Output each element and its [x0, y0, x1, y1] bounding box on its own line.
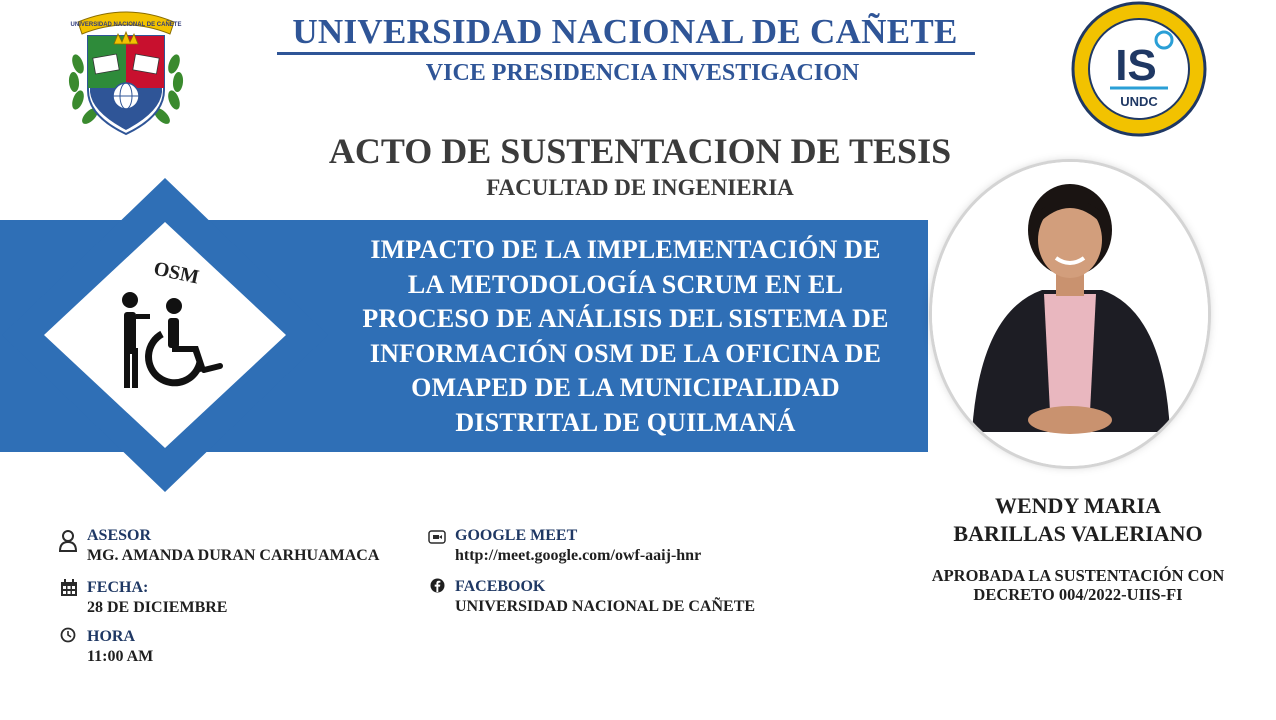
advisor-icon — [58, 529, 78, 553]
thesis-title-line: INFORMACIÓN OSM DE LA OFICINA DE — [369, 338, 882, 368]
vice-presidency-title: VICE PRESIDENCIA INVESTIGACION — [425, 60, 860, 86]
facebook-icon — [430, 578, 445, 593]
university-title: UNIVERSIDAD NACIONAL DE CAÑETE — [292, 12, 958, 51]
thesis-title-line: IMPACTO DE LA IMPLEMENTACIÓN DE — [370, 235, 881, 264]
thesis-title-line: OMAPED DE LA MUNICIPALIDAD — [411, 373, 840, 402]
approval-line2: DECRETO 004/2022-UIIS-FI — [973, 585, 1183, 604]
right-logo-mark: IS — [1115, 41, 1157, 90]
thesis-title-line: LA METODOLOGÍA SCRUM EN EL — [407, 269, 844, 299]
thesis-title-line: DISTRITAL DE QUILMANÁ — [455, 407, 796, 437]
facebook-label: FACEBOOK — [455, 578, 546, 595]
video-call-icon — [428, 529, 446, 545]
thesis-title — [318, 233, 933, 440]
title-underline — [277, 52, 975, 55]
advisor-value: MG. AMANDA DURAN CARHUAMACA — [87, 547, 380, 564]
date-value: 28 DE DICIEMBRE — [87, 599, 228, 616]
facebook-page[interactable]: UNIVERSIDAD NACIONAL DE CAÑETE — [455, 598, 756, 615]
calendar-icon — [60, 579, 78, 597]
approval-note — [900, 566, 1256, 604]
presenter-name-line2: BARILLAS VALERIANO — [953, 521, 1203, 546]
left-logo-arc-text: UNIVERSIDAD NACIONAL DE CAÑETE — [70, 22, 182, 28]
faculty-title: FACULTAD DE INGENIERIA — [486, 175, 794, 200]
approval-line1: APROBADA LA SUSTENTACIÓN CON — [931, 566, 1225, 585]
presenter-portrait — [932, 162, 1208, 466]
meet-link[interactable]: http://meet.google.com/owf-aaij-hnr — [455, 547, 702, 564]
clock-icon — [60, 627, 76, 643]
advisor-label: ASESOR — [87, 527, 152, 544]
university-logo — [64, 4, 188, 138]
time-label: HORA — [87, 628, 135, 645]
systems-school-logo — [1070, 0, 1208, 138]
thesis-title-line: PROCESO DE ANÁLISIS DEL SISTEMA DE — [362, 304, 889, 333]
time-value: 11:00 AM — [87, 648, 154, 665]
right-logo-bottom: UNDC — [1120, 94, 1158, 109]
presenter-name — [928, 492, 1228, 548]
presenter-photo — [932, 162, 1208, 466]
wheelchair-icon — [116, 290, 228, 392]
presenter-name-line1: WENDY MARIA — [994, 493, 1161, 518]
event-title: ACTO DE SUSTENTACION DE TESIS — [328, 131, 952, 171]
osm-badge-text: OSM — [151, 257, 201, 289]
meet-label: GOOGLE MEET — [455, 527, 578, 544]
date-label: FECHA: — [87, 579, 149, 596]
